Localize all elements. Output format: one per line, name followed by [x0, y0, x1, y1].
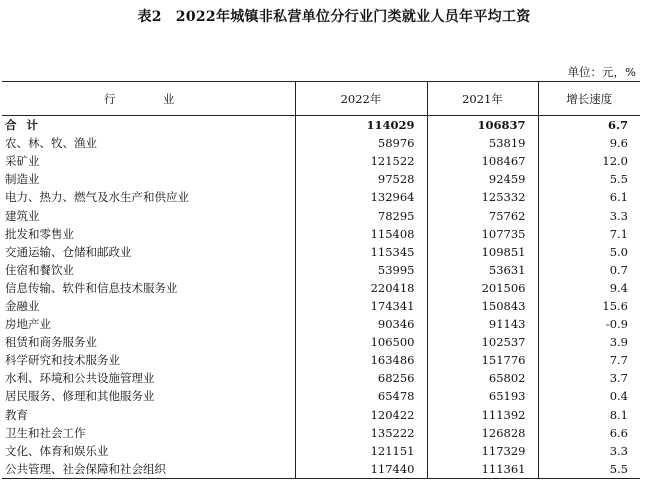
- wage-2021: 107735: [427, 225, 538, 243]
- wage-2022: 78295: [295, 206, 427, 224]
- wage-2021: 201506: [427, 279, 538, 297]
- wage-2022: 174341: [295, 297, 427, 315]
- wage-2021: 125332: [427, 188, 538, 206]
- industry-name: 教育: [5, 407, 28, 422]
- wage-2022: 120422: [295, 406, 427, 424]
- table-row: [2, 315, 640, 333]
- table-row: [2, 369, 640, 387]
- wage-2022: 115345: [295, 243, 427, 261]
- wage-2021: 111361: [427, 460, 538, 479]
- growth-rate: 9.6: [538, 134, 640, 152]
- table-row: [2, 261, 640, 279]
- wage-2021: 150843: [427, 297, 538, 315]
- wage-2021: 65802: [427, 369, 538, 387]
- wage-2022: 132964: [295, 188, 427, 206]
- industry-name: 合计: [5, 118, 48, 133]
- growth-rate: 5.5: [538, 170, 640, 188]
- growth-rate: 3.9: [538, 333, 640, 351]
- wage-2021: 65193: [427, 387, 538, 405]
- wage-2021: 106837: [427, 116, 538, 135]
- wage-2022: 90346: [295, 315, 427, 333]
- table-row: [2, 442, 640, 460]
- table-title-text: 2022年城镇非私营单位分行业门类就业人员年平均工资: [175, 9, 531, 25]
- wage-2021: 53819: [427, 134, 538, 152]
- industry-name: 金融业: [5, 298, 40, 313]
- unit-note: 单位：元，%: [567, 65, 636, 79]
- industry-name: 电力、热力、燃气及水生产和供应业: [5, 190, 189, 205]
- wage-2021: 75762: [427, 206, 538, 224]
- table-title: [0, 6, 668, 26]
- wage-2022: 114029: [295, 116, 427, 135]
- wage-2021: 108467: [427, 152, 538, 170]
- growth-rate: 7.1: [538, 225, 640, 243]
- table-row: [2, 243, 640, 261]
- industry-name: 制造业: [5, 172, 40, 187]
- industry-name: 农、林、牧、渔业: [5, 136, 97, 151]
- growth-rate: 5.0: [538, 243, 640, 261]
- industry-name: 科学研究和技术服务业: [5, 353, 120, 368]
- growth-rate: 6.7: [538, 116, 640, 135]
- growth-rate: 0.4: [538, 387, 640, 405]
- growth-rate: 12.0: [538, 152, 640, 170]
- industry-name: 批发和零售业: [5, 226, 74, 241]
- growth-rate: 15.6: [538, 297, 640, 315]
- growth-rate: 6.1: [538, 188, 640, 206]
- wage-2021: 91143: [427, 315, 538, 333]
- table-row: [2, 279, 640, 297]
- industry-name: 房地产业: [5, 317, 51, 332]
- wage-2022: 220418: [295, 279, 427, 297]
- wage-2022: 121151: [295, 442, 427, 460]
- industry-name: 居民服务、修理和其他服务业: [5, 389, 155, 404]
- table-number: 表2: [137, 9, 162, 25]
- wage-2021: 151776: [427, 351, 538, 369]
- growth-rate: 8.1: [538, 406, 640, 424]
- growth-rate: 3.3: [538, 442, 640, 460]
- table-row: [2, 206, 640, 224]
- wage-2021: 111392: [427, 406, 538, 424]
- industry-name: 交通运输、仓储和邮政业: [5, 244, 132, 259]
- wage-2021: 126828: [427, 424, 538, 442]
- table-row: [2, 460, 640, 479]
- wage-2022: 65478: [295, 387, 427, 405]
- growth-rate: 6.6: [538, 424, 640, 442]
- wage-table: [2, 81, 640, 479]
- industry-name: 卫生和社会工作: [5, 425, 86, 440]
- table-row: [2, 134, 640, 152]
- industry-name: 租赁和商务服务业: [5, 335, 97, 350]
- header-industry: 行 业: [2, 82, 295, 116]
- wage-2022: 135222: [295, 424, 427, 442]
- table-row: [2, 225, 640, 243]
- header-growth: 增长速度: [538, 82, 640, 116]
- wage-2022: 115408: [295, 225, 427, 243]
- growth-rate: 5.5: [538, 460, 640, 479]
- wage-2022: 68256: [295, 369, 427, 387]
- wage-2022: 53995: [295, 261, 427, 279]
- wage-2021: 102537: [427, 333, 538, 351]
- table-row: [2, 188, 640, 206]
- wage-2022: 121522: [295, 152, 427, 170]
- table-row: [2, 297, 640, 315]
- industry-name: 建筑业: [5, 208, 40, 223]
- growth-rate: -0.9: [538, 315, 640, 333]
- wage-2021: 109851: [427, 243, 538, 261]
- wage-2022: 163486: [295, 351, 427, 369]
- growth-rate: 3.7: [538, 369, 640, 387]
- table-row: [2, 333, 640, 351]
- wage-2022: 117440: [295, 460, 427, 479]
- wage-2022: 97528: [295, 170, 427, 188]
- growth-rate: 7.7: [538, 351, 640, 369]
- industry-name: 信息传输、软件和信息技术服务业: [5, 280, 178, 295]
- wage-2022: 106500: [295, 333, 427, 351]
- industry-name: 水利、环境和公共设施管理业: [5, 371, 155, 386]
- industry-name: 采矿业: [5, 154, 40, 169]
- wage-2022: 58976: [295, 134, 427, 152]
- table-row: [2, 170, 640, 188]
- wage-2021: 117329: [427, 442, 538, 460]
- table-row: [2, 406, 640, 424]
- growth-rate: 0.7: [538, 261, 640, 279]
- table-row-total: [2, 116, 640, 135]
- table-row: [2, 387, 640, 405]
- table-row: [2, 351, 640, 369]
- header-2021: 2021年: [427, 82, 538, 116]
- wage-2021: 92459: [427, 170, 538, 188]
- wage-2021: 53631: [427, 261, 538, 279]
- industry-name: 公共管理、社会保障和社会组织: [2, 460, 295, 479]
- growth-rate: 3.3: [538, 206, 640, 224]
- growth-rate: 9.4: [538, 279, 640, 297]
- header-row: [2, 82, 640, 116]
- header-2022: 2022年: [295, 82, 427, 116]
- table-row: [2, 424, 640, 442]
- table-row: [2, 152, 640, 170]
- industry-name: 住宿和餐饮业: [5, 262, 74, 277]
- industry-name: 文化、体育和娱乐业: [5, 443, 109, 458]
